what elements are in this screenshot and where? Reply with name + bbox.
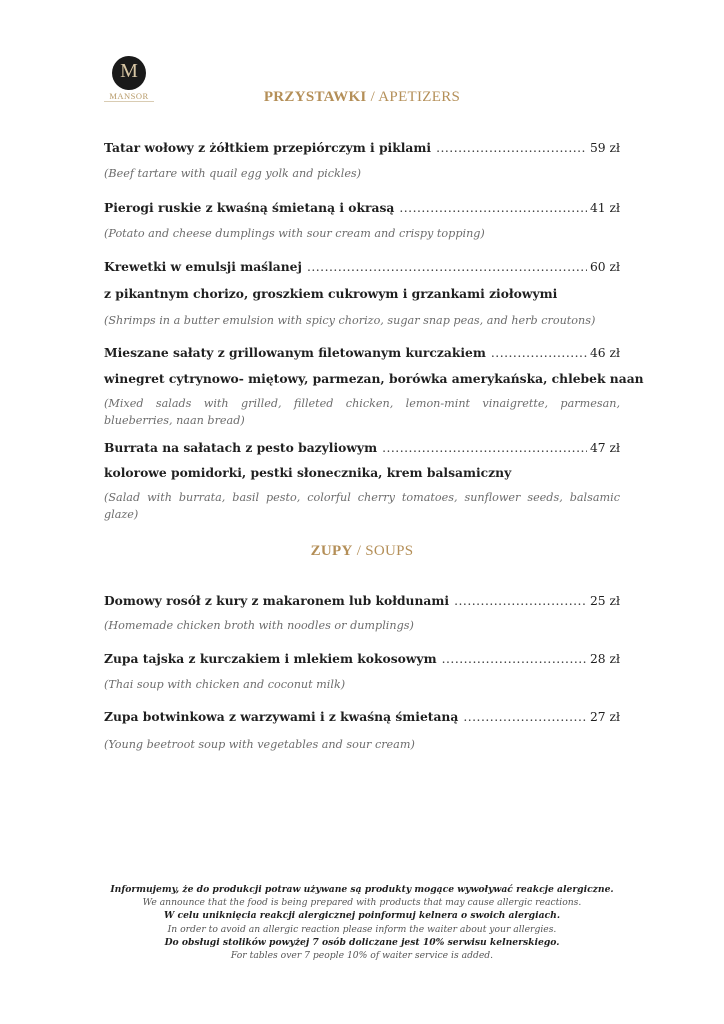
item-price: 46 zł [589, 346, 620, 360]
item-name: Tatar wołowy z żółtkiem przepiórczym i piklami [104, 140, 432, 155]
menu-item-chicken-broth [104, 593, 620, 608]
item-price: 41 zł [589, 201, 620, 215]
item-name: Zupa tajska z kurczakiem i mlekiem kokosowym [104, 651, 437, 666]
dot-leader [463, 710, 587, 724]
footer-line-pl: W celu uniknięcia reakcji alergicznej poinformuj kelnera o swoich alergiach. [163, 910, 561, 922]
item-price: 59 zł [589, 141, 620, 155]
dot-leader [454, 594, 587, 608]
item-name: Mieszane sałaty z grillowanym filetowanym kurczakiem [104, 345, 486, 360]
footer-line-pl: Do obsługi stolików powyżej 7 osób doliczane jest 10% serwisu kelnerskiego. [164, 936, 560, 948]
item-description: (Shrimps in a butter emulsion with spicy chorizo, sugar snap peas, and herb croutons) [104, 314, 596, 327]
dot-leader [442, 652, 587, 666]
menu-item-mixed-salad [104, 345, 620, 360]
item-price: 47 zł [589, 441, 620, 455]
footer-line-en: For tables over 7 people 10% of waiter service is added. [230, 950, 494, 962]
item-subline: z pikantnym chorizo, groszkiem cukrowym i grzankami ziołowymi [104, 286, 558, 301]
menu-item-pierogi [104, 200, 620, 215]
menu-item-thai-soup [104, 651, 620, 666]
allergy-footer [0, 883, 724, 962]
footer-line-en: We announce that the food is being prepared with products that may cause allergic reactions. [142, 897, 582, 909]
item-name: Krewetki w emulsji maślanej [104, 259, 302, 274]
footer-line-en: In order to avoid an allergic reaction please inform the waiter about your allergies. [167, 923, 557, 935]
section-title-apetizers: PRZYSTAWKI / APETIZERS [263, 89, 461, 105]
item-price: 25 zł [589, 594, 620, 608]
menu-item-shrimps [104, 259, 620, 274]
menu-item-burrata [104, 440, 620, 455]
item-name: Burrata na sałatach z pesto bazyliowym [104, 440, 378, 455]
dot-leader [436, 141, 587, 155]
dot-leader [399, 201, 587, 215]
dot-leader [307, 260, 587, 274]
dot-leader [382, 441, 587, 455]
item-description: (Mixed salads with grilled, filleted chicken, lemon-mint vinaigrette, parmesan, blueberries, naan bread) [104, 397, 620, 427]
item-price: 60 zł [589, 260, 620, 274]
dot-leader [491, 346, 587, 360]
section-title-soups: ZUPY / SOUPS [310, 543, 414, 559]
menu-item-beef-tartare [104, 140, 620, 155]
footer-line-pl: Informujemy, że do produkcji potraw używane są produkty mogące wywoływać reakcje alergiczne. [110, 884, 614, 895]
item-description: (Young beetroot soup with vegetables and sour cream) [104, 738, 415, 751]
item-description: (Potato and cheese dumplings with sour cream and crispy topping) [104, 227, 485, 240]
item-description: (Homemade chicken broth with noodles or dumplings) [104, 619, 414, 632]
logo-name: MANSOR [109, 91, 149, 101]
item-subline: kolorowe pomidorki, pestki słonecznika, krem balsamiczny [104, 465, 512, 480]
item-description: (Beef tartare with quail egg yolk and pickles) [104, 167, 362, 180]
logo-monogram: M [112, 56, 146, 90]
item-name: Zupa botwinkowa z warzywami i z kwaśną śmietaną [104, 709, 459, 724]
item-name: Domowy rosół z kury z makaronem lub kołdunami [104, 593, 450, 608]
item-subline: winegret cytrynowo- miętowy, parmezan, borówka amerykańska, chlebek naan [104, 371, 644, 386]
item-name: Pierogi ruskie z kwaśną śmietaną i okrasą [104, 200, 395, 215]
item-description: (Salad with burrata, basil pesto, colorful cherry tomatoes, sunflower seeds, balsamic glaze) [104, 491, 620, 521]
item-price: 27 zł [589, 710, 620, 724]
item-price: 28 zł [589, 652, 620, 666]
menu-item-beetroot-soup [104, 709, 620, 724]
item-description: (Thai soup with chicken and coconut milk) [104, 678, 346, 691]
